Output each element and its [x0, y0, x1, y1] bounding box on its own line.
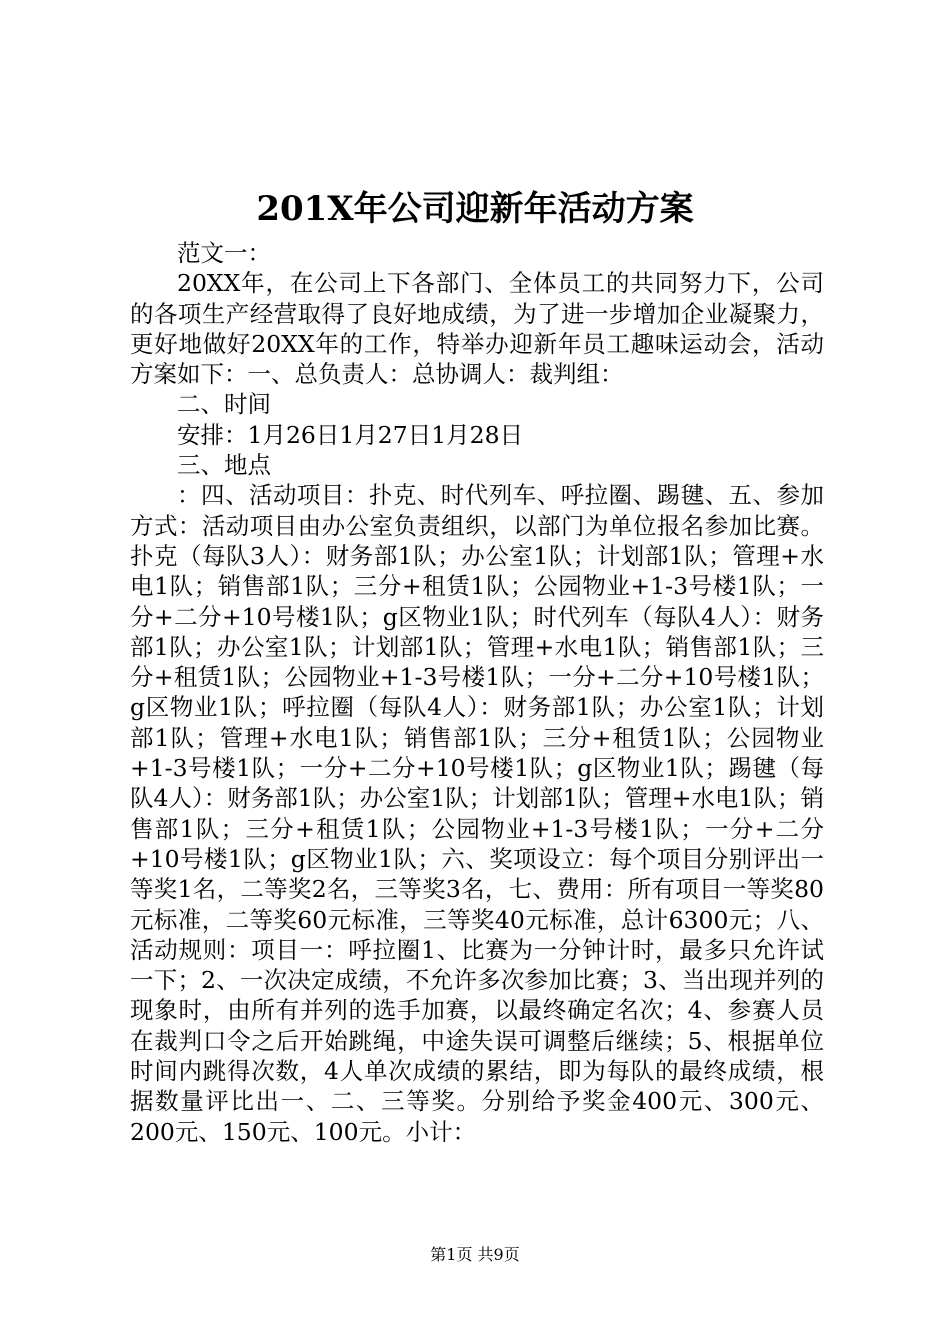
paragraph-schedule: 安排：1月26日1月27日1月28日	[177, 420, 524, 449]
document-body	[130, 238, 824, 1147]
page-footer: 第1页 共9页	[430, 1245, 520, 1264]
paragraph-intro: 20XX年，在公司上下各部门、全体员工的共同努力下，公司的各项生产经营取得了良好地成绩，为了进一步增加企业凝聚力，更好地做好20XX年的工作，特举办迎新年员工趣味运动会，活动方案如下：一、总负责人：总协调人：裁判组：	[130, 269, 824, 389]
paragraph-section-location: 三、地点	[177, 451, 271, 480]
document-title: 201X年公司迎新年活动方案	[256, 189, 694, 229]
paragraph-heading-sample: 范文一：	[177, 239, 271, 267]
paragraph-section-time: 二、时间	[177, 390, 271, 419]
paragraph-details: ：四、活动项目：扑克、时代列车、呼拉圈、踢毽、五、参加方式：活动项目由办公室负责组织，以部门为单位报名参加比赛。扑克（每队3人）：财务部1队；办公室1队；计划部1队；管理+水电1队；销售部1队；三分+租赁1队；公园物业+1-3号楼1队；一分+二分+10号楼1队；g区物业1队；时代列车（每队4人）：财务部1队；办公室1队；计划部1队；管理+水电1队；销售部1队；三分+租赁1队；公园物业+1-3号楼1队；一分+二分+10号楼1队；g区物业1队；呼拉圈（每队4人）：财务部1队；办公室1队；计划部1队；管理+水电1队；销售部1队；三分+租赁1队；公园物业+1-3号楼1队；一分+二分+10号楼1队；g区物业1队；踢毽（每队4人）：财务部1队；办公室1队；计划部1队；管理+水电1队；销售部1队；三分+租赁1队；公园物业+1-3号楼1队；一分+二分+10号楼1队；g区物业1队；六、奖项设立：每个项目分别评出一等奖1名，二等奖2名，三等奖3名，七、费用：所有项目一等奖80元标准，二等奖60元标准，三等奖40元标准，总计6300元；八、活动规则：项目一：呼拉圈1、比赛为一分钟计时，最多只允许试一下；2、一次决定成绩，不允许多次参加比赛；3、当出现并列的现象时，由所有并列的选手加赛，以最终确定名次；4、参赛人员在裁判口令之后开始跳绳，中途失误可调整后继续；5、根据单位时间内跳得次数，4人单次成绩的累结，即为每队的最终成绩，根据数量评比出一、二、三等奖。分别给予奖金400元、300元、200元、150元、100元。小计：	[130, 481, 824, 1146]
